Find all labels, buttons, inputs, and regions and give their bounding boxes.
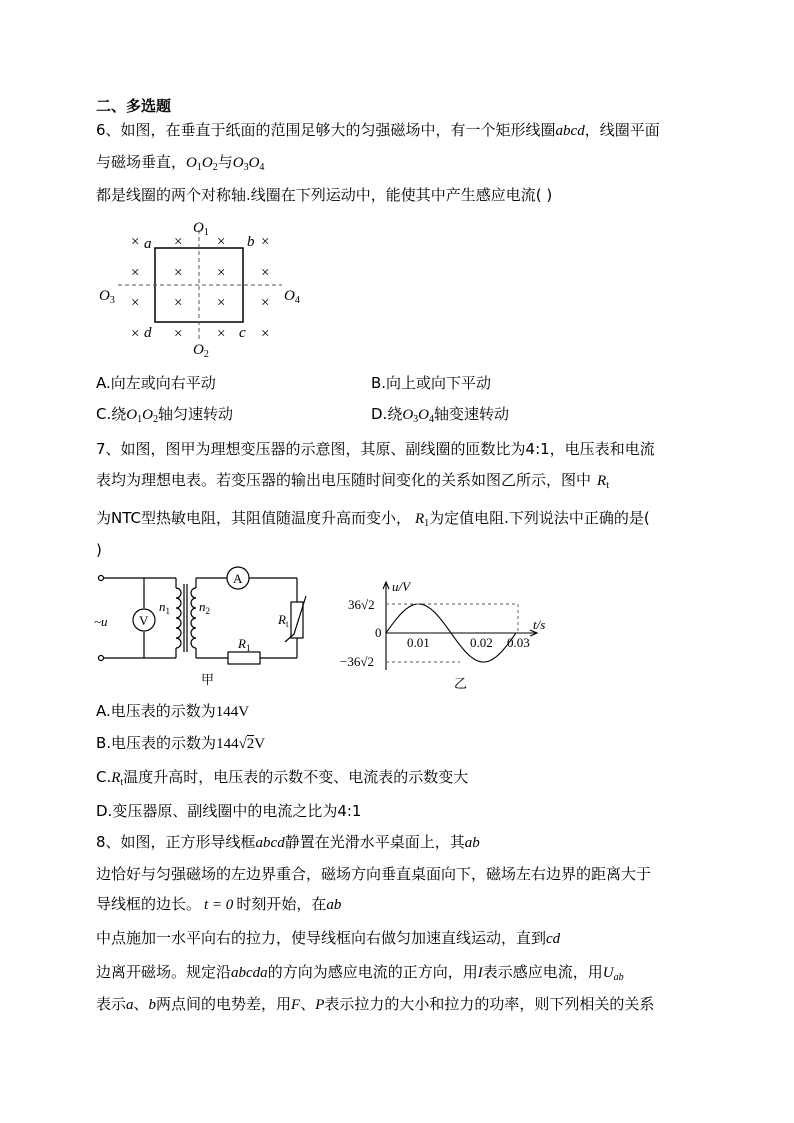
label-o3: $O_3$ <box>99 288 115 306</box>
svg-text:×: × <box>217 234 226 250</box>
q8-line5: 边离开磁场。规定沿abcda的方向为感应电流的正方向，用I表示感应电流，用$U_{ab}$ <box>96 963 624 983</box>
svg-text:0: 0 <box>375 625 382 640</box>
q6-line1: 6、如图，在垂直于纸面的范围足够大的匀强磁场中，有一个矩形线圈abcd，线圈平面 <box>96 121 660 139</box>
corner-a: a <box>144 236 152 252</box>
svg-text:×: × <box>131 326 140 342</box>
q7-voltage-graph <box>340 576 554 692</box>
q6-option-c[interactable]: C.绕$O_1O_2$轴匀速转动 <box>96 405 233 425</box>
q8-line1: 8、如图，正方形导线框abcd静置在光滑水平桌面上，其ab <box>96 833 480 851</box>
x-tick-3: 0.03 <box>507 635 530 650</box>
q6-option-d[interactable]: D.绕$O_3O_4$轴变速转动 <box>371 405 510 425</box>
q6-option-a[interactable]: A.向左或向右平动 <box>96 374 216 392</box>
q8-line6: 表示a、b两点间的电势差，用F、P表示拉力的大小和拉力的功率，则下列相关的关系 <box>96 995 655 1013</box>
q7-option-c[interactable]: $C.R_t$温度升高时，电压表的示数不变、电流表的示数变大 <box>96 768 469 788</box>
q7-line4: ) <box>96 541 102 559</box>
field-crosses <box>131 234 269 342</box>
q8-line3: 导线框的边长。 t = 0 时刻开始，在ab <box>96 895 342 913</box>
q7-option-b[interactable]: B.电压表的示数为144√2V <box>96 734 266 752</box>
q7-line2: 表均为理想电表。若变压器的输出电压随时间变化的关系如图乙所示，图中 $R_t$ <box>96 471 609 491</box>
svg-text:×: × <box>174 234 183 250</box>
y-min-tick: −36√2 <box>340 654 374 669</box>
q7-line1: 7、如图，图甲为理想变压器的示意图，其原、副线圈的匝数比为4:1，电压表和电流 <box>96 440 655 458</box>
x-tick-2: 0.02 <box>470 635 493 650</box>
corner-d: d <box>144 325 152 341</box>
q8-line2: 边恰好与匀强磁场的左边界重合，磁场方向垂直桌面向下，磁场左右边界的距离大于 <box>96 865 652 883</box>
q7-transformer-circuit <box>92 566 310 690</box>
svg-text:×: × <box>261 295 270 311</box>
svg-text:×: × <box>174 326 183 342</box>
caption-jia: 甲 <box>201 672 215 687</box>
svg-text:×: × <box>261 326 270 342</box>
corner-c: c <box>239 325 246 341</box>
svg-text:×: × <box>174 295 183 311</box>
label-o2: $O_2$ <box>193 342 209 358</box>
corner-b: b <box>247 234 255 250</box>
svg-text:×: × <box>174 265 183 281</box>
q6-option-b[interactable]: B.向上或向下平动 <box>371 374 492 392</box>
svg-text:R1: $R_1$ <box>238 636 251 653</box>
label-o1: $O_1$ <box>193 220 209 238</box>
section-title: 二、多选题 <box>96 97 172 115</box>
svg-text:Rt: $R_t$ <box>278 612 289 629</box>
svg-text:×: × <box>131 234 140 250</box>
svg-text:A: A <box>233 571 243 586</box>
svg-text:×: × <box>217 326 226 342</box>
resistor-r1 <box>228 652 260 664</box>
svg-text:V: V <box>139 613 149 628</box>
svg-text:×: × <box>217 265 226 281</box>
svg-text:×: × <box>131 265 140 281</box>
svg-text:×: × <box>261 265 270 281</box>
q7-option-d[interactable]: D.变压器原、副线圈中的电流之比为4:1 <box>96 802 362 820</box>
svg-text:×: × <box>131 295 140 311</box>
y-axis-label: u/V <box>392 579 411 594</box>
thermistor-rt <box>291 602 303 638</box>
x-axis-label: t/s <box>533 617 546 632</box>
q7-option-a[interactable]: A.电压表的示数为144V <box>96 702 250 720</box>
svg-text:×: × <box>261 234 270 250</box>
caption-yi: 乙 <box>454 676 468 691</box>
source-label: ~u <box>94 614 108 629</box>
q7-line3: 为NTC型热敏电阻，其阻值随温度升高而变小， $R_1$为定值电阻.下列说法中正确的是( <box>96 509 650 529</box>
q6-line3: 都是线圈的两个对称轴.线圈在下列运动中，能使其中产生感应电流( ) <box>96 186 553 204</box>
x-tick-1: 0.01 <box>407 635 430 650</box>
label-o4: $O_4$ <box>284 288 300 306</box>
q6-coil-figure <box>96 216 306 358</box>
y-max-tick: 36√2 <box>348 597 375 612</box>
q6-line2: 与磁场垂直，$O_1O_2$与$O_3O_4$ <box>96 153 265 173</box>
svg-text:n2: $n_2$ <box>199 599 210 616</box>
q8-line4: 中点施加一水平向右的拉力，使导线框向右做匀加速直线运动，直到cd <box>96 929 561 947</box>
svg-text:×: × <box>217 295 226 311</box>
svg-text:n1: $n_1$ <box>159 599 170 616</box>
